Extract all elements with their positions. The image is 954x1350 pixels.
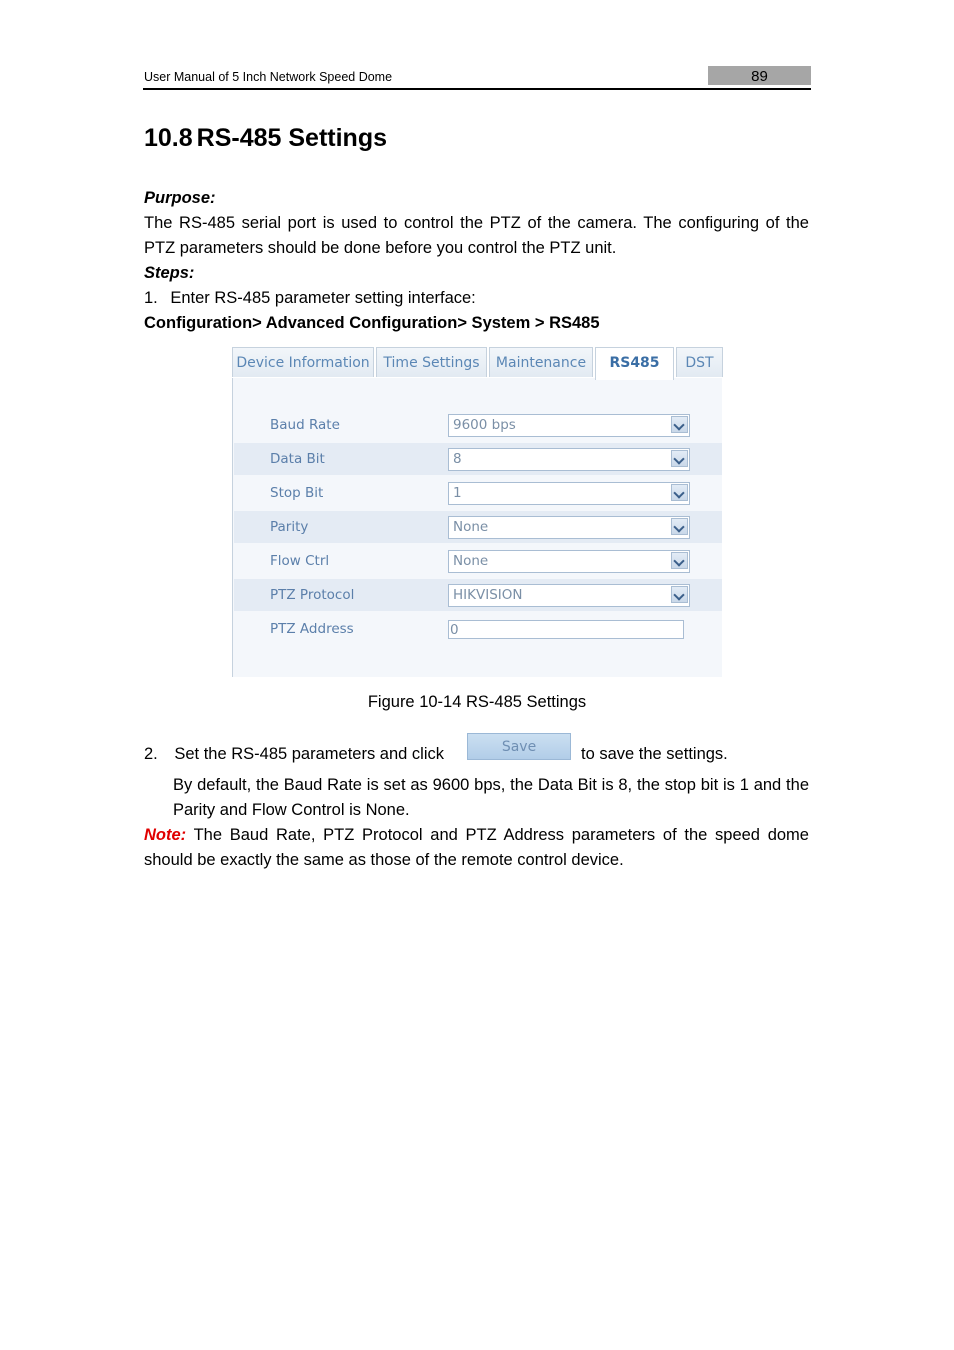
data-bit-value: 8 [453,451,462,467]
note-label: Note: [144,826,187,844]
rs485-settings-figure [232,347,722,677]
ptz-address-input[interactable]: 0 [448,620,684,639]
step-1-number: 1. [144,289,158,307]
parity-select[interactable] [448,516,690,539]
note-paragraph [144,823,809,873]
step-1 [144,286,809,311]
page-number-box [708,66,811,85]
flow-ctrl-value: None [453,553,489,569]
baud-rate-label: Baud Rate [270,417,340,433]
tab-time-settings[interactable]: Time Settings [376,347,487,377]
row-flow-ctrl [234,545,722,577]
note-text: The Baud Rate, PTZ Protocol and PTZ Address parameters of the speed dome should be exactly the same as those of the remote control device. [144,826,809,869]
tab-rs485[interactable]: RS485 [595,347,674,380]
settings-panel [232,378,722,677]
purpose-label: Purpose: [144,189,216,207]
chevron-down-icon[interactable] [671,416,688,433]
chevron-down-icon[interactable] [671,450,688,467]
step-2-text-after: to save the settings. [581,745,728,763]
data-bit-label: Data Bit [270,451,325,467]
section-title: RS-485 Settings [196,124,388,152]
page-number: 89 [751,68,768,85]
ptz-protocol-value: HIKVISION [453,587,523,603]
ptz-protocol-select[interactable] [448,584,690,607]
ptz-address-label: PTZ Address [270,621,354,637]
tab-device-information[interactable]: Device Information [232,347,374,377]
header-title: User Manual of 5 Inch Network Speed Dome [144,70,393,84]
row-baud-rate [234,409,722,441]
step-2-text-before: Set the RS-485 parameters and click [174,745,444,763]
step-2-number: 2. [144,745,158,763]
stop-bit-select[interactable] [448,482,690,505]
page-header [143,66,811,90]
section-number: 10.8 [144,124,193,152]
figure-caption: Figure 10-14 RS-485 Settings [367,693,587,711]
stop-bit-value: 1 [453,485,462,501]
menu-path: Configuration> Advanced Configuration> System > RS485 [144,314,600,332]
tab-bar [232,347,722,379]
section-heading [144,124,387,153]
row-ptz-protocol [234,579,722,611]
tab-maintenance[interactable]: Maintenance [489,347,593,377]
chevron-down-icon[interactable] [671,484,688,501]
step-2-detail: By default, the Baud Rate is set as 9600 bps, the Data Bit is 8, the stop bit is 1 and the Parity and Flow Control is None. [173,776,809,819]
steps-label: Steps: [144,264,195,282]
flow-ctrl-label: Flow Ctrl [270,553,330,569]
chevron-down-icon[interactable] [671,586,688,603]
row-parity [234,511,722,543]
parity-value: None [453,519,489,535]
baud-rate-select[interactable] [448,414,690,437]
tab-dst[interactable]: DST [676,347,723,377]
stop-bit-label: Stop Bit [270,485,324,501]
row-data-bit [234,443,722,475]
row-ptz-address [234,613,722,645]
save-button[interactable]: Save [467,733,571,760]
purpose-text: The RS-485 serial port is used to control the PTZ of the camera. The configuring of the PTZ parameters should be done before you control the PTZ unit. [144,214,809,257]
step-1-text: Enter RS-485 parameter setting interface: [170,289,476,307]
data-bit-select[interactable] [448,448,690,471]
flow-ctrl-select[interactable] [448,550,690,573]
baud-rate-value: 9600 bps [453,417,516,433]
chevron-down-icon[interactable] [671,518,688,535]
parity-label: Parity [270,519,309,535]
row-stop-bit [234,477,722,509]
chevron-down-icon[interactable] [671,552,688,569]
ptz-protocol-label: PTZ Protocol [270,587,355,603]
